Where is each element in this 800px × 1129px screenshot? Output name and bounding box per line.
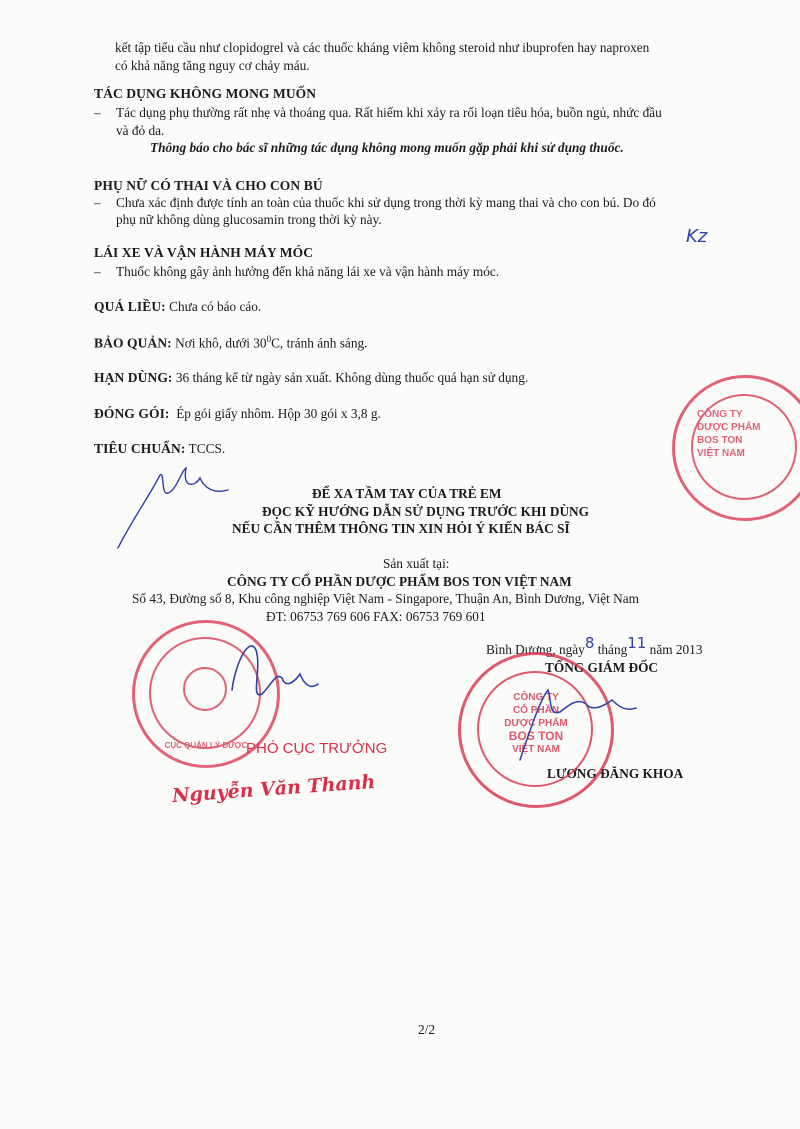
warning-line-1: ĐỂ XA TẦM TAY CỦA TRẺ EM [312, 486, 502, 501]
stamp-line: BOS TON [697, 435, 743, 446]
official-seal-text: CỤC QUẢN LÝ DƯỢC [164, 741, 248, 750]
shelf-life-text: 36 tháng kể từ ngày sản xuất. Không dùng thuốc quá hạn sử dụng. [175, 370, 529, 385]
side-effects-text-2: và đỏ da. [116, 123, 165, 138]
stamp-line: BOS TON [508, 729, 564, 743]
packaging-label: ĐÓNG GÓI: [94, 406, 170, 421]
manufacturer-address: Số 43, Đường số 8, Khu công nghiệp Việt Nam - Singapore, Thuận An, Bình Dương, Việt Nam [132, 591, 640, 606]
manufacturer-contact: ĐT: 06753 769 606 FAX: 06753 769 601 [266, 609, 486, 624]
margin-initials: Kz [686, 226, 708, 247]
warning-line-3: NẾU CẦN THÊM THÔNG TIN XIN HỎI Ý KIẾN BÁC SĨ [232, 521, 570, 536]
packaging-text: Ép gói giấy nhôm. Hộp 30 gói x 3,8 g. [176, 406, 381, 421]
pregnancy-heading: PHỤ NỮ CÓ THAI VÀ CHO CON BÚ [94, 178, 323, 193]
date-day: 8 [584, 634, 595, 652]
overdose-label: QUÁ LIỀU: [94, 299, 166, 314]
driving-text: Thuốc không gây ảnh hưởng đến khả năng lái xe và vận hành máy móc. [116, 264, 500, 279]
official-title: PHÓ CỤC TRƯỞNG [246, 740, 388, 757]
storage-degree: 0 [266, 334, 272, 344]
director-title: TỔNG GIÁM ĐỐC [545, 660, 659, 675]
stamp-line: DƯỢC PHẨM [504, 718, 568, 729]
pregnancy-text-2: phụ nữ không dùng glucosamin trong thời kỳ này. [116, 212, 382, 227]
pregnancy-text-1: Chưa xác định được tính an toàn của thuốc khi sử dụng trong thời kỳ mang thai và cho con bú. Do đó [116, 195, 656, 210]
stamp-line: CÔNG TY [513, 692, 559, 703]
storage-text-after: C, tránh ánh sáng. [271, 335, 368, 351]
signature-stroke [118, 468, 228, 548]
shelf-life-label: HẠN DÙNG: [94, 370, 173, 385]
overdose-text: Chưa có báo cáo. [169, 299, 262, 314]
list-dash: – [94, 195, 101, 210]
signature-stroke [520, 690, 636, 760]
standard-label: TIÊU CHUẨN: [94, 441, 186, 456]
stamp-line: CÔNG TY [697, 409, 743, 420]
page-number: 2/2 [418, 1022, 435, 1037]
manufacturer-label: Sản xuất tại: [383, 556, 450, 571]
side-effects-heading: TÁC DỤNG KHÔNG MONG MUỐN [94, 86, 317, 101]
warning-line-2: ĐỌC KỸ HƯỚNG DẪN SỬ DỤNG TRƯỚC KHI DÙNG [262, 504, 590, 519]
list-dash: – [94, 105, 101, 120]
official-name: Nguyễn Văn Thanh [171, 770, 376, 808]
stamp-line: DƯỢC PHẨM [697, 422, 761, 433]
storage-label: BẢO QUẢN: [94, 335, 172, 351]
manufacturer-name: CÔNG TY CỔ PHẦN DƯỢC PHẨM BOS TON VIỆT NAM [227, 574, 572, 589]
date-month: 11 [627, 634, 647, 652]
intro-line-1: kết tập tiểu cầu như clopidogrel và các thuốc kháng viêm không steroid như ibuprofen hay naproxen [115, 40, 650, 55]
standard-text: TCCS. [188, 441, 226, 456]
driving-heading: LÁI XE VÀ VẬN HÀNH MÁY MÓC [94, 245, 314, 260]
list-dash: – [94, 264, 101, 279]
intro-line-2: có khả năng tăng nguy cơ chảy máu. [115, 58, 310, 73]
director-name: LƯƠNG ĐĂNG KHOA [547, 766, 684, 781]
signature-stroke [232, 646, 318, 695]
date-year: năm 2013 [649, 642, 703, 657]
side-effects-notice: Thông báo cho bác sĩ những tác dụng không mong muốn gặp phải khi sử dụng thuốc. [150, 140, 624, 155]
storage-text-before: Nơi khô, dưới 30 [175, 335, 267, 351]
side-effects-text-1: Tác dụng phụ thường rất nhẹ và thoáng qua. Rất hiếm khi xảy ra rối loạn tiêu hóa, buồn ngủ, nhức đầu [116, 105, 662, 120]
stamp-line: VIỆT NAM [512, 744, 560, 755]
date-month-word: tháng [597, 642, 628, 657]
place-date-prefix: Bình Dương, ngày [486, 642, 585, 657]
stamp-line: CỔ PHẦN [512, 705, 560, 716]
stamp-line: VIỆT NAM [697, 448, 745, 459]
